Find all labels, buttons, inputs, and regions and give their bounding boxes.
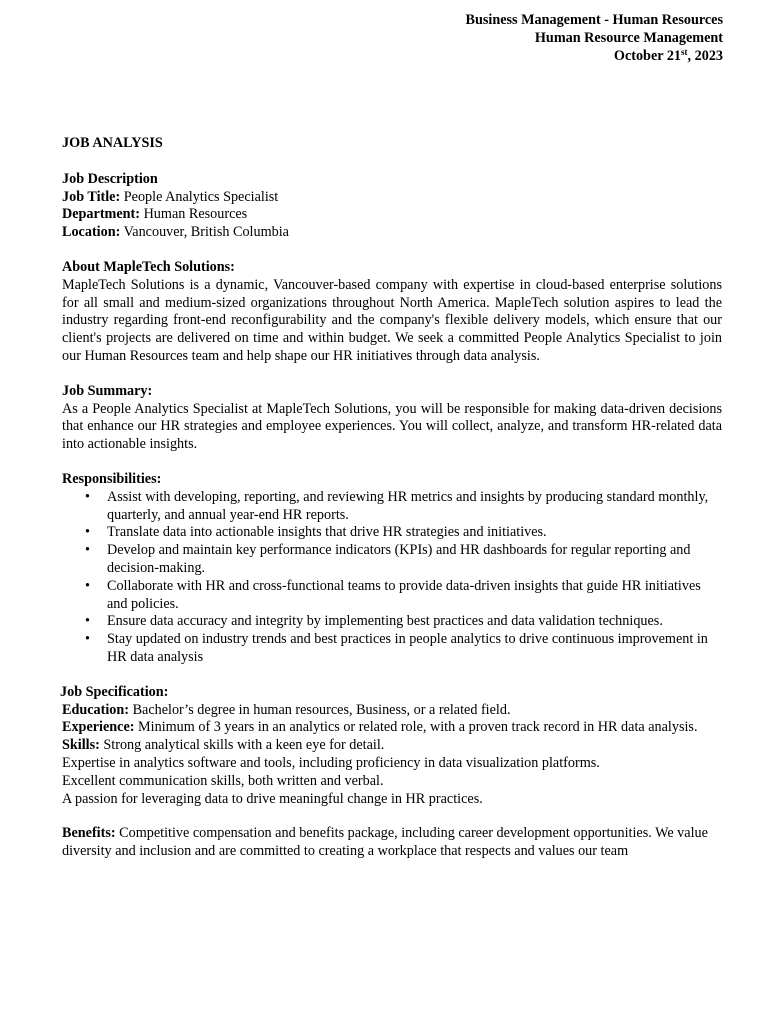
education-line [62,702,722,720]
bullet-icon: • [85,631,90,648]
spec-extra-line: Excellent communication skills, both written and verbal. [62,772,384,789]
experience-label: Experience: [62,719,135,736]
skills-value: Strong analytical skills with a keen eye for detail. [99,737,385,754]
document-body [62,135,722,878]
job-title-label: Job Title: [62,188,121,205]
list-item [85,524,722,542]
about-section [62,259,722,366]
spec-extra-line: A passion for leveraging data to drive meaningful change in HR practices. [62,790,483,807]
about-heading: About MapleTech Solutions: [62,258,235,275]
bullet-icon: • [85,613,90,630]
job-description-heading: Job Description [62,170,158,187]
date-superscript: st [681,47,688,57]
list-item-text: Stay updated on industry trends and best practices in people analytics to drive continuous improvement in HR data analysis [107,631,708,665]
responsibilities-list [62,489,722,667]
specification-heading: Job Specification: [60,683,169,700]
job-title-value: People Analytics Specialist [120,188,279,205]
department-label: Department: [62,206,141,223]
list-item [85,631,722,667]
benefits-paragraph [62,825,722,861]
list-item-text: Collaborate with HR and cross-functional teams to provide data-driven insights that guide HR initiatives and policies. [107,577,701,612]
summary-paragraph: As a People Analytics Specialist at MapleTech Solutions, you will be responsible for making data-driven decisions that enhance our HR strategies and employee experiences. You will collect, analyze, and transform HR-related data into actionable insights. [62,400,722,453]
header-date [466,47,723,65]
page-title: JOB ANALYSIS [62,135,163,151]
location-label: Location: [62,224,121,241]
date-prefix: October 21 [613,48,682,64]
list-item [85,577,722,614]
department-line [62,206,722,224]
education-label: Education: [62,701,130,718]
list-item [85,488,722,525]
responsibilities-heading: Responsibilities: [62,470,162,487]
responsibilities-section [62,471,722,667]
specification-section [62,684,722,809]
experience-value: Minimum of 3 years in an analytics or related role, with a proven track record in HR data analysis. [134,719,698,736]
list-item [85,542,722,578]
list-item-text: Assist with developing, reporting, and reviewing HR metrics and insights by producing standard monthly, quarterly, and annual year-end HR reports. [107,488,709,523]
job-description-section [62,171,722,242]
spec-extra-line: Expertise in analytics software and tools, including proficiency in data visualization platforms. [62,754,600,771]
department-value: Human Resources [140,206,248,223]
benefits-label: Benefits: [62,825,116,842]
experience-line [62,719,722,737]
summary-heading: Job Summary: [62,382,153,399]
bullet-icon: • [85,524,90,541]
benefits-text: Competitive compensation and benefits package, including career development opportunities. We value diversity and inclusion and are committed to creating a workplace that respects and values our team [62,825,708,860]
location-value: Vancouver, British Columbia [120,224,289,241]
bullet-icon: • [85,542,90,559]
bullet-icon: • [85,577,90,594]
document-header [466,11,723,65]
summary-section [62,383,722,454]
job-title-line [62,189,722,207]
list-item-text: Translate data into actionable insights that drive HR strategies and initiatives. [107,524,547,541]
list-item-text: Ensure data accuracy and integrity by implementing best practices and data validation techniques. [107,613,663,630]
location-line [62,224,722,242]
date-suffix: , 2023 [687,48,723,64]
header-subject-line: Human Resource Management [534,30,723,46]
education-value: Bachelor’s degree in human resources, Business, or a related field. [129,701,511,718]
list-item-text: Develop and maintain key performance indicators (KPIs) and HR dashboards for regular reporting and decision-making. [107,542,691,576]
skills-label: Skills: [62,737,100,754]
bullet-icon: • [85,488,90,505]
header-course-line: Business Management - Human Resources [465,12,723,28]
skills-line [62,737,722,755]
about-paragraph: MapleTech Solutions is a dynamic, Vancouver-based company with expertise in cloud-based enterprise solutions for all small and medium-sized organizations throughout North America. MapleTech solution aspires to lead the industry regarding front-end reconfigurability and the company's flexible delivery models, which ensure that our client's projects are delivered on time and within budget. We seek a committed People Analytics Specialist to join our Human Resources team and help shape our HR initiatives through data analysis. [62,276,722,364]
benefits-section [62,825,722,861]
list-item [85,613,722,631]
